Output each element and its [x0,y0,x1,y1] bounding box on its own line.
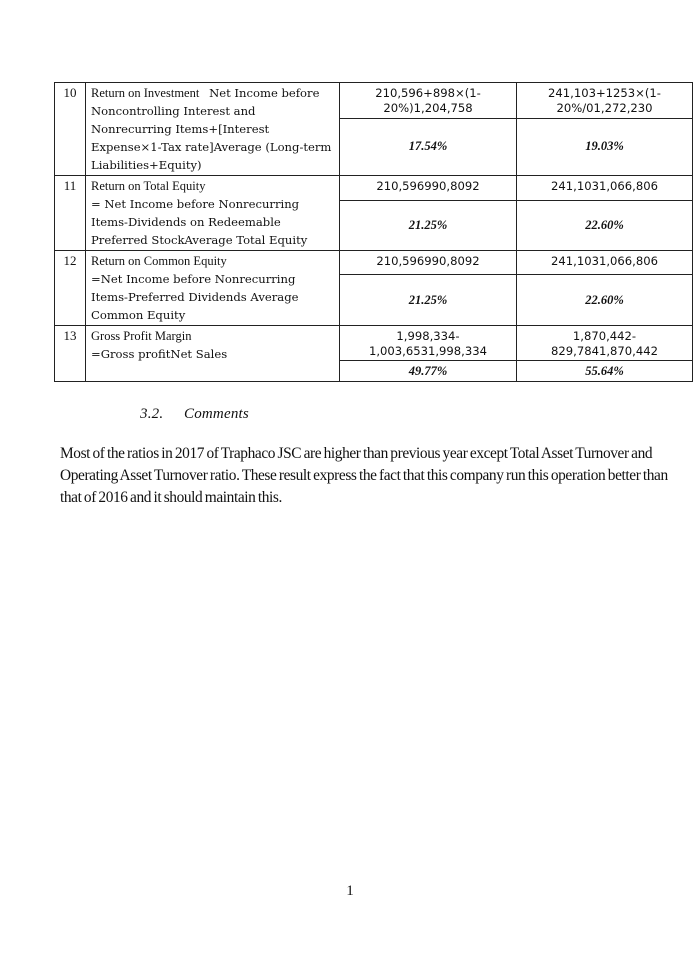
section-number: 3.2. [140,406,164,422]
ratio-label: Return on Total Equity [91,179,206,193]
table-row [55,83,693,119]
calc-2016: 1,998,334-1,003,6531,998,334 [340,326,517,361]
ratio-description [86,176,340,251]
calc-2017: 1,870,442-829,7841,870,442 [517,326,693,361]
ratio-2016: 21.25% [340,200,517,250]
ratio-label: Gross Profit Margin [91,329,192,343]
table-row [55,176,693,201]
calc-2016: 210,596990,8092 [340,251,517,275]
row-number: 12 [55,251,86,326]
row-number: 11 [55,176,86,251]
financial-ratio-table [54,82,693,382]
ratio-description [86,251,340,326]
row-number: 10 [55,83,86,176]
comments-paragraph: Most of the ratios in 2017 of Traphaco JSC are higher than previous year except Total Asset Turnover and Operating Asset Turnover ratio. These result express the fact that this company run this operation better than that of 2016 and it should maintain this. [60,445,668,506]
ratio-description [86,83,340,176]
ratio-2016: 49.77% [340,361,517,382]
ratio-2017: 22.60% [517,200,693,250]
ratio-2016: 21.25% [340,275,517,326]
table-row [55,326,693,361]
ratio-formula: =Gross profitNet Sales [91,347,228,361]
section-heading [140,406,249,423]
ratio-description [86,326,340,382]
page-number: 1 [346,883,354,899]
ratio-2017: 22.60% [517,275,693,326]
ratio-2016: 17.54% [340,118,517,175]
calc-2017: 241,1031,066,806 [517,176,693,201]
calc-2016: 210,596+898×(1-20%)1,204,758 [340,83,517,119]
ratio-formula: = Net Income before Nonrecurring Items-Dividends on Redeemable Preferred StockAverage Total Equity [91,197,308,247]
ratio-2017: 19.03% [517,118,693,175]
ratio-formula: =Net Income before Nonrecurring Items-Preferred Dividends Average Common Equity [91,272,299,322]
section-title: Comments [184,406,249,422]
ratio-label: Return on Investment [91,86,200,100]
calc-2016: 210,596990,8092 [340,176,517,201]
ratio-formula: Net Income before Noncontrolling Interest and Nonrecurring Items+[Interest Expense×1-Tax rate]Average (Long-term Liabilities+Equity) [91,86,332,172]
row-number: 13 [55,326,86,382]
calc-2017: 241,1031,066,806 [517,251,693,275]
ratio-2017: 55.64% [517,361,693,382]
table-row [55,251,693,275]
ratio-label: Return on Common Equity [91,254,227,268]
calc-2017: 241,103+1253×(1-20%/01,272,230 [517,83,693,119]
